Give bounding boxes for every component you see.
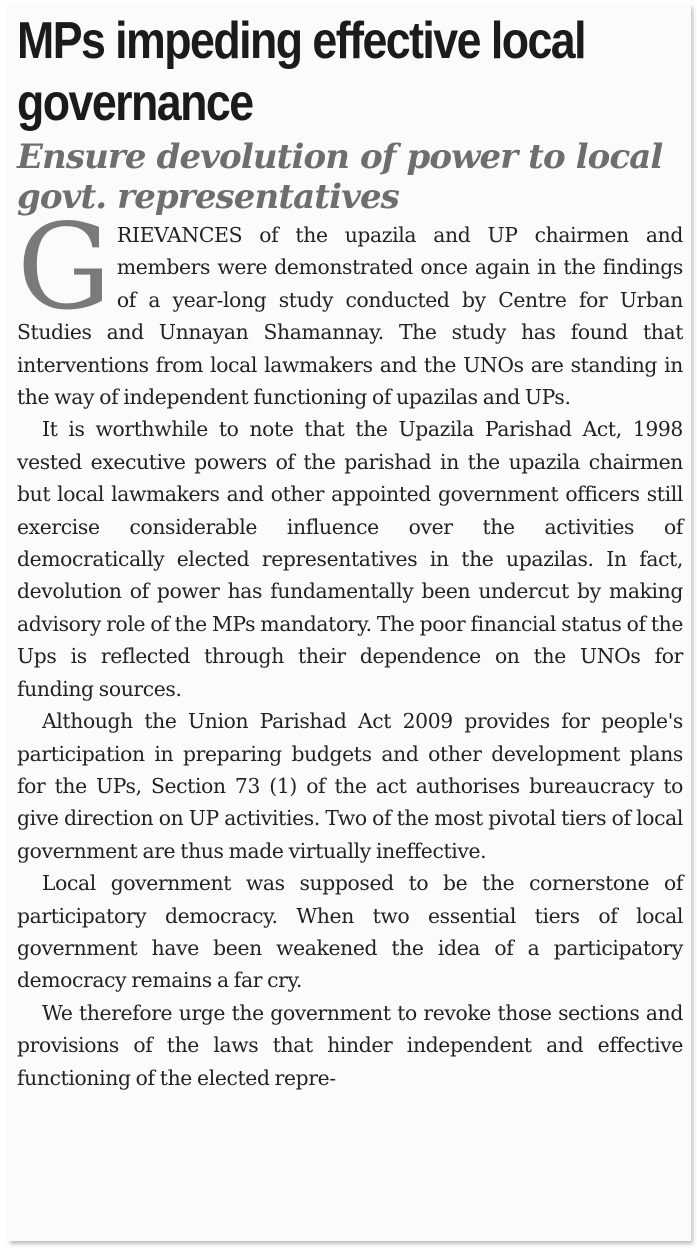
subheadline: Ensure devolution of power to local govt. representatives <box>17 137 663 217</box>
lead-in: RIEVANCES <box>116 223 243 247</box>
paragraph-1-text: of the upazila and UP chairmen and members were demonstrated once again in the findings of a year-long study conducted by Centre for Urban Studies and Unnayan Shamannay. The study has found that interventions from local lawmakers and the UNOs are standing in the way of independent functioning of upazilas and UPs. <box>17 223 683 410</box>
headline: MPs impeding effective local governance <box>17 12 586 132</box>
paragraph-5: We therefore urge the government to revoke those sections and provisions of the laws that hinder independent and effective functioning of the elected repre- <box>17 1000 683 1090</box>
drop-cap: G <box>17 198 111 336</box>
article-body <box>17 198 683 1094</box>
paragraph-1 <box>17 198 683 413</box>
paragraph-2: It is worthwhile to note that the Upazila Parishad Act, 1998 vested executive powers of the parishad in the upazila chairmen but local lawmakers and other appointed government officers still exercise considerable influence over the activities of democratically elected representatives in the upazilas. In fact, devolution of power has fundamentally been undercut by making advisory role of the MPs mandatory. The poor financial status of the Ups is reflected through their dependence on the UNOs for funding sources. <box>17 417 683 701</box>
newspaper-clipping <box>8 4 691 1241</box>
paragraph-4: Local government was supposed to be the cornerstone of participatory democracy. When two essential tiers of local government have been weakened the idea of a participatory democracy remains a far cry. <box>17 871 683 993</box>
paragraph-3: Although the Union Parishad Act 2009 provides for people's participation in preparing budgets and other development plans for the UPs, Section 73 (1) of the act authorises bureaucracy to give direction on UP activities. Two of the most pivotal tiers of local government are thus made virtually ineffective. <box>17 709 683 863</box>
